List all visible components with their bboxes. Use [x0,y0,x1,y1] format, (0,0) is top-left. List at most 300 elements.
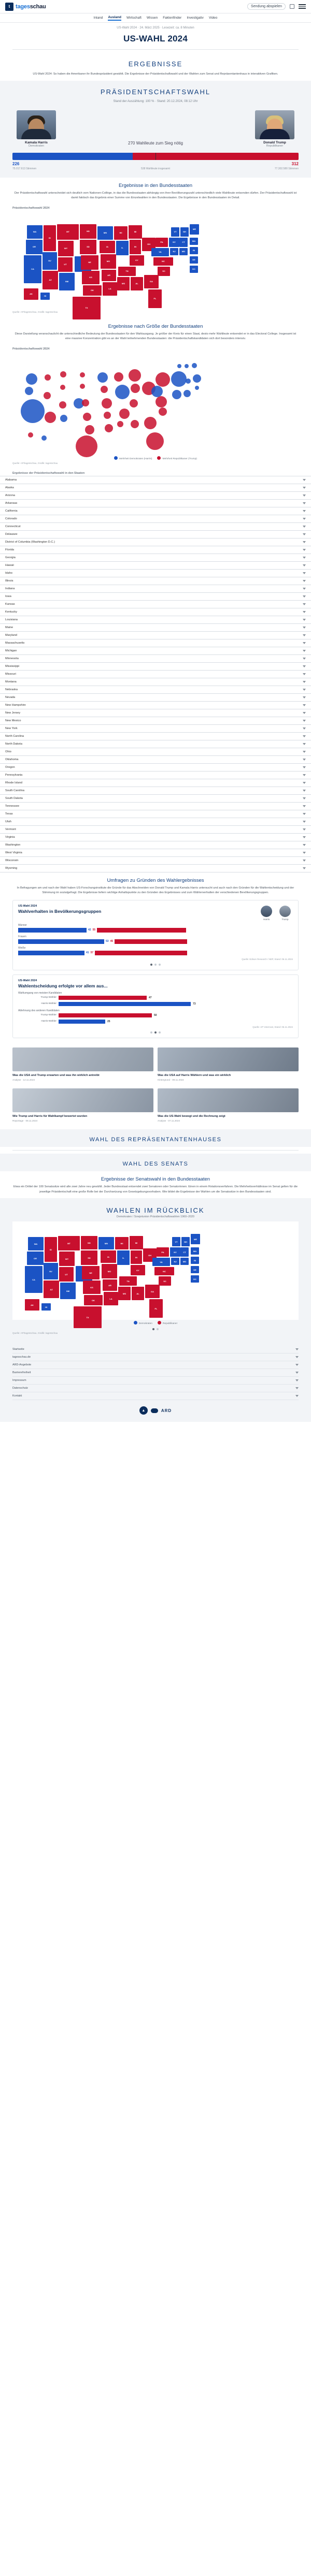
bubble-ms[interactable] [117,421,123,427]
list-item[interactable] [0,810,311,818]
bubble-al[interactable] [131,420,139,428]
bubble-ut[interactable] [59,401,66,409]
retro-state-hi[interactable]: HI [41,1303,51,1311]
bar-dem [18,928,87,933]
chevron-down-icon[interactable] [303,611,306,613]
state-id[interactable]: ID [44,225,56,251]
scroll-to-top-button[interactable]: ▲ [139,1406,148,1415]
state-name: North Dakota [5,742,22,746]
state-wa[interactable]: WA [27,225,43,239]
nav-item-video[interactable]: Video [208,16,218,20]
chevron-down-icon[interactable] [295,1387,299,1389]
bubble-ct[interactable] [186,379,191,384]
bubble-il[interactable] [115,385,130,399]
chevron-down-icon[interactable] [303,751,306,753]
state-me[interactable]: ME [190,224,199,235]
row-label: Trump-Wähler [40,996,56,999]
retro-state-ga[interactable]: GA [145,1285,160,1298]
footer-item[interactable] [12,1361,299,1369]
list-item[interactable] [0,865,311,872]
list-item[interactable] [0,841,311,849]
bubble-nc[interactable] [156,396,167,407]
chevron-down-icon[interactable] [303,533,306,535]
retro-state-ar[interactable]: AR [103,1279,117,1291]
chevron-down-icon[interactable] [303,867,306,869]
list-item[interactable] [0,608,311,616]
state-ms[interactable]: MS [117,277,130,290]
bubble-me[interactable] [192,363,197,368]
bubble-ks[interactable] [83,413,91,421]
state-ca[interactable]: CA [24,255,41,283]
retro-state-mi[interactable]: MI [130,1236,143,1249]
list-item[interactable] [0,756,311,764]
list-item[interactable] [0,570,311,577]
state-hi[interactable]: HI [40,293,50,300]
teaser-card[interactable] [158,1088,299,1122]
state-ga[interactable]: GA [144,275,159,288]
state-mn[interactable]: MN [97,226,113,240]
list-item[interactable] [0,748,311,756]
state-ne[interactable]: NE [81,255,98,270]
chevron-down-icon[interactable] [303,797,306,799]
retro-state-al[interactable]: AL [132,1287,144,1300]
avatar [255,110,294,139]
state-tn[interactable]: TN [118,267,136,276]
chevron-down-icon[interactable] [303,502,306,504]
state-al[interactable]: AL [131,277,143,290]
bubble-ne[interactable] [82,399,89,406]
nav-item-wirtschaft[interactable]: Wirtschaft [126,16,142,20]
state-tx[interactable]: TX [73,297,101,319]
chevron-down-icon[interactable] [303,852,306,854]
retro-state-ms[interactable]: MS [118,1287,131,1300]
list-item[interactable] [0,546,311,554]
list-item[interactable] [0,733,311,740]
retro-state-ri[interactable]: RI [191,1257,199,1264]
chevron-down-icon[interactable] [303,689,306,691]
list-item[interactable] [0,492,311,500]
state-ky[interactable]: KY [130,255,144,266]
list-item[interactable] [0,531,311,539]
state-name: District of Columbia (Washington D.C.) [5,540,55,544]
nav-item-investigativ[interactable]: Investigativ [187,16,204,20]
chevron-down-icon[interactable] [303,627,306,629]
main-nav [0,13,311,23]
chevron-down-icon[interactable] [303,813,306,815]
chevron-down-icon[interactable] [303,518,306,520]
retro-state-va[interactable]: VA [152,1258,170,1266]
list-item[interactable] [0,663,311,671]
state-name: Mississippi [5,664,20,668]
president-heading: PRÄSIDENTSCHAFTSWAHL [100,88,211,96]
chevron-down-icon[interactable] [295,1348,299,1350]
chevron-down-icon[interactable] [303,766,306,768]
bubble-nm[interactable] [60,415,67,422]
list-item[interactable] [0,787,311,795]
bubble-ga[interactable] [144,417,157,429]
nav-item-wissen[interactable]: Wissen [146,16,158,20]
chevron-down-icon[interactable] [295,1395,299,1397]
chevron-down-icon[interactable] [303,720,306,722]
chevron-down-icon[interactable] [303,790,306,792]
list-item[interactable] [0,702,311,709]
bubble-nj[interactable] [172,390,181,399]
chevron-down-icon[interactable] [303,727,306,730]
retro-state-ok[interactable]: OK [84,1295,103,1305]
chevron-down-icon[interactable] [303,595,306,598]
state-nh[interactable]: NH [180,227,189,237]
chevron-down-icon[interactable] [303,774,306,776]
chevron-down-icon[interactable] [303,828,306,831]
state-md[interactable]: MD [179,248,188,255]
state-dc[interactable]: DC [190,266,198,273]
state-name: Virginia [5,835,15,839]
retro-state-nj[interactable]: NJ [171,1258,179,1265]
state-ia[interactable]: IA [100,241,115,253]
us-state-map[interactable] [12,211,299,309]
list-item[interactable] [0,678,311,686]
bubble-id[interactable] [45,374,51,381]
candidate-name: Kamala Harris [25,140,48,144]
bubble-ar[interactable] [104,412,111,419]
state-ok[interactable]: OK [83,285,102,296]
list-item[interactable] [0,717,311,725]
state-ar[interactable]: AR [102,270,116,281]
bubble-ma[interactable] [193,374,201,383]
retro-state-id[interactable]: ID [45,1237,57,1262]
list-item[interactable] [0,686,311,694]
nav-item-faktenfinder[interactable]: Faktenfinder [163,16,182,20]
retro-state-nv[interactable]: NV [44,1263,58,1279]
chevron-down-icon[interactable] [303,603,306,605]
list-item[interactable] [0,857,311,865]
bubble-ky[interactable] [130,399,138,407]
retro-state-tn[interactable]: TN [119,1276,137,1286]
chevron-down-icon[interactable] [303,681,306,683]
bubble-wy[interactable] [60,385,65,390]
list-item[interactable] [0,624,311,632]
list-item[interactable] [0,639,311,647]
bubble-sd[interactable] [80,384,85,389]
chevron-down-icon[interactable] [303,479,306,481]
bubble-mi[interactable] [129,369,141,382]
list-item[interactable] [0,523,311,531]
state-az[interactable]: AZ [43,271,58,289]
bubble-az[interactable] [45,412,56,423]
menu-icon[interactable] [299,4,306,9]
us-bubble-map[interactable] [12,352,299,455]
retro-state-fl[interactable]: FL [149,1299,163,1318]
retro-state-vt[interactable]: VT [172,1237,180,1246]
state-ks[interactable]: KS [82,271,100,284]
state-sd[interactable]: SD [80,240,96,254]
chevron-down-icon[interactable] [303,580,306,582]
list-item[interactable] [0,484,311,492]
chevron-down-icon[interactable] [303,510,306,512]
list-item[interactable] [0,577,311,585]
chevron-down-icon[interactable] [303,642,306,644]
state-nj[interactable]: NJ [170,248,178,255]
list-item[interactable] [0,779,311,787]
retro-state-me[interactable]: ME [191,1234,200,1244]
list-item[interactable] [0,834,311,841]
state-fl[interactable]: FL [148,289,162,308]
chevron-down-icon[interactable] [295,1372,299,1374]
list-item[interactable] [0,694,311,702]
retro-state-nm[interactable]: NM [60,1283,76,1299]
list-item[interactable] [0,849,311,857]
state-il[interactable]: IL [116,241,129,255]
retro-state-ky[interactable]: KY [131,1265,145,1275]
state-in[interactable]: IN [130,240,141,254]
list-item[interactable] [0,539,311,546]
state-or[interactable]: OR [26,240,43,254]
bubble-pa[interactable] [156,372,170,387]
footer-item[interactable] [12,1369,299,1377]
chevron-down-icon[interactable] [303,836,306,838]
state-ri[interactable]: RI [190,247,198,254]
bubble-nh[interactable] [185,364,189,368]
chevron-down-icon[interactable] [303,665,306,667]
bubble-ok[interactable] [85,425,94,434]
list-item[interactable] [0,507,311,515]
retro-state-sd[interactable]: SD [81,1250,97,1265]
state-ct[interactable]: CT [179,238,188,247]
chevron-down-icon[interactable] [295,1379,299,1381]
teaser-card[interactable] [12,1047,153,1081]
chevron-down-icon[interactable] [303,557,306,559]
chevron-down-icon[interactable] [303,673,306,675]
chevron-down-icon[interactable] [303,696,306,698]
avatar [279,906,291,917]
bubble-in[interactable] [131,384,140,393]
chevron-down-icon[interactable] [303,759,306,761]
play-broadcast-button[interactable]: Sendung abspielen [247,3,286,10]
retro-state-mo[interactable]: MO [102,1264,117,1278]
bubble-wa[interactable] [26,373,37,385]
state-ut[interactable]: UT [58,257,73,272]
nav-item-ausland[interactable]: Ausland [108,16,121,21]
bubble-ak[interactable] [28,432,33,438]
chevron-down-icon[interactable] [303,541,306,543]
state-de[interactable]: DE [190,256,198,264]
chevron-down-icon[interactable] [303,821,306,823]
chevron-down-icon[interactable] [303,712,306,714]
list-item[interactable] [0,647,311,655]
list-item[interactable] [0,740,311,748]
bubble-tx[interactable] [76,435,97,457]
retro-carousel-dots[interactable] [12,1325,299,1330]
retro-state-wi[interactable]: WI [115,1237,129,1249]
state-name: New Hampshire [5,703,26,707]
chevron-down-icon[interactable] [303,572,306,574]
retro-state-ne[interactable]: NE [82,1266,100,1279]
list-item[interactable] [0,632,311,639]
retro-state-mn[interactable]: MN [98,1237,114,1249]
footer-item[interactable] [12,1377,299,1385]
state-sc[interactable]: SC [158,267,170,276]
retro-state-mt[interactable]: MT [58,1236,80,1250]
footer-item[interactable] [12,1354,299,1361]
state-nd[interactable]: ND [80,224,96,239]
retro-state-il[interactable]: IL [117,1250,130,1265]
retro-state-de[interactable]: DE [191,1266,199,1273]
state-mi[interactable]: MI [129,225,142,239]
retro-state-or[interactable]: OR [27,1251,44,1265]
nav-item-inland[interactable]: Inland [93,16,103,20]
state-va[interactable]: VA [151,248,169,256]
retro-state-oh[interactable]: OH [143,1248,157,1262]
retro-state-nc[interactable]: NC [154,1267,174,1275]
bubble-mt[interactable] [60,371,66,377]
list-item[interactable] [0,671,311,678]
state-name: Missouri [5,672,16,676]
logo-text: tagesschau [16,3,46,10]
state-mt[interactable]: MT [57,224,79,240]
teaser-title: Wie Trump und Harris für Wahlkampf bewertet wurden [12,1114,88,1118]
state-pa[interactable]: PA [156,238,168,247]
list-item[interactable] [0,764,311,772]
list-item[interactable] [0,500,311,507]
retro-state-ut[interactable]: UT [59,1267,74,1282]
list-item[interactable] [0,562,311,570]
footer-item[interactable] [12,1392,299,1400]
list-item[interactable] [0,655,311,663]
bubble-tn[interactable] [119,409,130,419]
list-item[interactable] [0,585,311,593]
state-nc[interactable]: NC [153,257,173,266]
bubble-vt[interactable] [177,364,181,368]
state-wy[interactable]: WY [58,241,74,256]
retro-state-wa[interactable]: WA [28,1237,44,1250]
bubble-ny[interactable] [171,371,187,387]
list-item[interactable] [0,803,311,810]
chevron-down-icon[interactable] [303,588,306,590]
bubble-ca[interactable] [21,399,45,423]
retro-state-ca[interactable]: CA [25,1266,43,1293]
bubble-mo[interactable] [102,398,112,409]
retro-state-ny[interactable]: NY [170,1247,180,1257]
teaser-card[interactable] [12,1088,153,1122]
teaser-title: Was die US-Wahl bewegt und die Rechnung zeigt [158,1114,225,1118]
bubble-va[interactable] [151,386,163,397]
state-la[interactable]: LA [103,282,117,296]
candidate-dem [12,110,60,148]
retro-state-wy[interactable]: WY [59,1251,75,1266]
chevron-down-icon[interactable] [303,704,306,706]
list-item[interactable] [0,818,311,826]
state-nv[interactable]: NV [43,252,57,270]
retro-state-ak[interactable]: AK [25,1299,39,1311]
retro-state-la[interactable]: LA [104,1292,118,1305]
chevron-down-icon[interactable] [303,494,306,497]
bubble-la[interactable] [105,424,113,432]
retro-subline: Demokraten / Sowjetunion Präsidentschaftswahlen 1960–2020 [116,1215,195,1219]
teaser-card[interactable] [158,1047,299,1081]
bubble-md[interactable] [183,390,191,397]
retro-state-ks[interactable]: KS [83,1280,101,1294]
list-item[interactable] [0,772,311,779]
list-item[interactable] [0,795,311,803]
bubble-ri[interactable] [195,386,199,390]
state-mo[interactable]: MO [101,254,116,269]
state-nm[interactable]: NM [59,273,75,290]
chevron-down-icon[interactable] [303,619,306,621]
chevron-down-icon[interactable] [303,743,306,745]
chevron-down-icon[interactable] [303,564,306,566]
retro-state-ct[interactable]: CT [180,1247,189,1257]
state-ny[interactable]: NY [169,238,179,247]
chevron-down-icon[interactable] [303,526,306,528]
retro-state-in[interactable]: IN [131,1250,142,1264]
state-wi[interactable]: WI [114,226,128,240]
state-oh[interactable]: OH [142,238,156,251]
retro-state-sc[interactable]: SC [159,1276,171,1286]
state-vt[interactable]: VT [171,227,179,237]
bubble-nv[interactable] [44,392,51,399]
state-ma[interactable]: MA [190,238,198,245]
bubble-hi[interactable] [41,435,47,441]
bubble-fl[interactable] [146,432,164,450]
footer-item[interactable] [12,1385,299,1392]
state-ak[interactable]: AK [24,288,38,300]
chevron-down-icon[interactable] [303,860,306,862]
bubble-nd[interactable] [80,372,85,377]
list-item[interactable] [0,515,311,523]
retro-state-dc[interactable]: DC [191,1275,199,1283]
chevron-down-icon[interactable] [295,1356,299,1358]
site-logo[interactable] [5,3,46,11]
bubble-mn[interactable] [97,372,108,383]
list-item[interactable] [0,709,311,717]
retro-state-nh[interactable]: NH [181,1237,190,1246]
retro-state-pa[interactable]: PA [157,1247,169,1257]
chevron-down-icon[interactable] [303,844,306,846]
bubble-sc[interactable] [159,407,167,416]
search-icon[interactable] [290,4,294,9]
chevron-down-icon[interactable] [295,1364,299,1366]
chevron-down-icon[interactable] [303,782,306,784]
footer-item[interactable] [12,1346,299,1354]
bubble-ia[interactable] [101,386,108,393]
retro-state-ma[interactable]: MA [191,1247,199,1255]
bubble-or[interactable] [25,387,33,395]
retro-state-ia[interactable]: IA [101,1250,116,1263]
chevron-down-icon[interactable] [303,735,306,737]
chevron-down-icon[interactable] [303,658,306,660]
chevron-down-icon[interactable] [303,549,306,551]
state-name: Tennessee [5,804,20,808]
list-item[interactable] [0,826,311,834]
bubble-wi[interactable] [114,372,123,382]
chevron-down-icon[interactable] [303,805,306,807]
list-item[interactable] [0,554,311,562]
retro-us-map[interactable] [12,1221,299,1320]
list-item[interactable] [0,601,311,608]
retro-state-md[interactable]: MD [180,1258,189,1265]
chevron-down-icon[interactable] [303,634,306,636]
chevron-down-icon[interactable] [303,650,306,652]
list-item[interactable] [0,593,311,601]
list-item[interactable] [0,725,311,733]
retro-state-tx[interactable]: TX [74,1306,102,1328]
chevron-down-icon[interactable] [303,487,306,489]
retro-state-az[interactable]: AZ [44,1280,59,1298]
list-item[interactable] [0,476,311,484]
list-item[interactable] [0,616,311,624]
retro-state-nd[interactable]: ND [81,1236,97,1249]
ard-logo-icon [151,1408,158,1413]
